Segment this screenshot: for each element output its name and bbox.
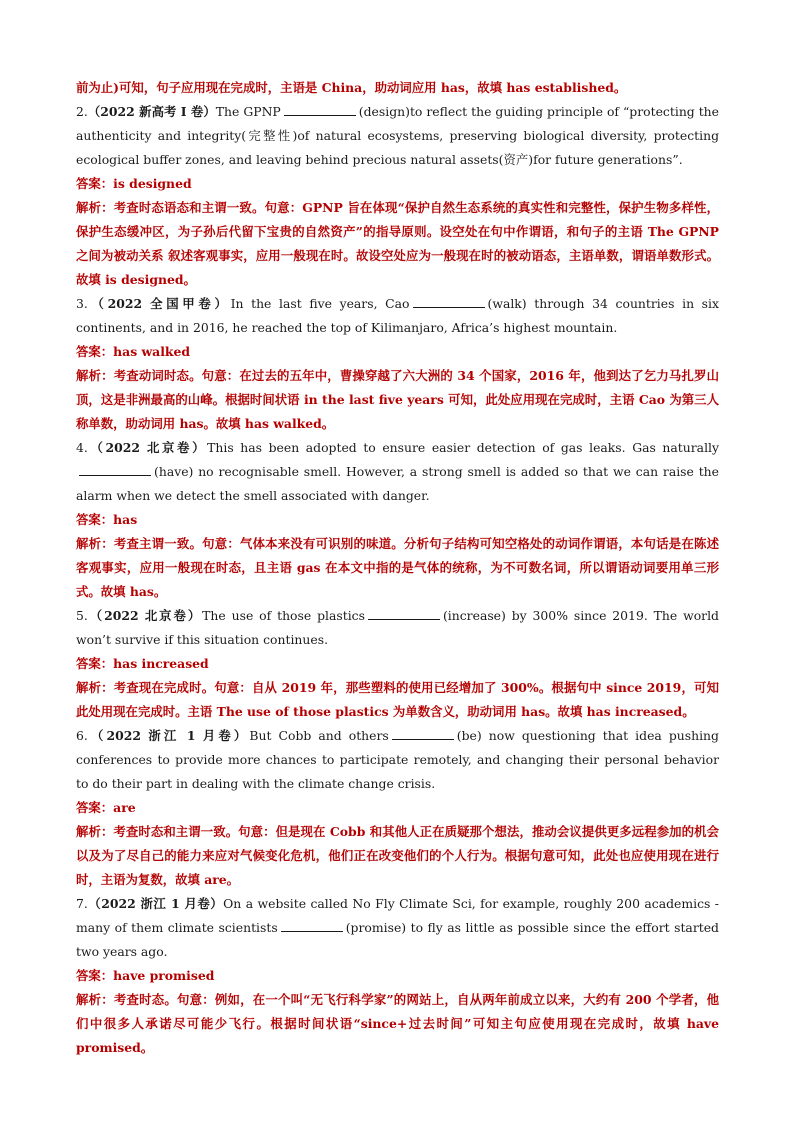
explanation-text: 解析：考查主谓一致。句意：气体本来没有可识别的味道。分析句子结构可知空格处的动词作谓语，本句话是在陈述客观事实，应用一般现在时态，且主语 gas 在本文中指的是气体的统称，为不可数名词，所以谓语动词要用单三形式。故填 has。 [76,536,719,599]
question-text [76,724,719,796]
answer-blank [413,293,485,308]
question-text-before: The use of those plastics [202,608,365,623]
question-text [76,100,719,172]
question-text-after: (promise) to fly as little as possible since the effort started two years ago. [76,920,719,959]
question-text-after: (walk) through 34 countries in six continents, and in 2016, he reached the top of Kilimanjaro, Africa’s highest mountain. [76,296,719,335]
question-block [76,604,719,724]
answer-blank [79,461,151,476]
explanation-text: 解析：考查时态。句意：例如，在一个叫“无飞行科学家”的网站上，自从两年前成立以来，大约有 200 个学者，他们中很多人承诺尽可能少飞行。根据时间状语“since+过去时间”可知主句应使用现在完成时，故填 have promised。 [76,992,719,1055]
question-text [76,892,719,964]
explanation-text: 解析：考查时态和主谓一致。句意：但是现在 Cobb 和其他人正在质疑那个想法，推动会议提供更多远程参加的机会以及为了尽自己的能力来应对气候变化危机，他们正在改变他们的个人行为。根据句意可知，此处也应使用现在进行时，主语为复数，故填 are。 [76,824,719,887]
document-page [76,76,719,1060]
answer-line: 答案：have promised [76,968,215,983]
answer-line: 答案：has increased [76,656,209,671]
intro-explanation-tail: 前为止)可知，句子应用现在完成时，主语是 China，助动词应用 has，故填 has established。 [76,80,627,95]
question-source: （2022 全国甲卷） [87,296,231,311]
answer-blank [284,101,356,116]
answer-blank [368,605,440,620]
question-source: （2022 浙江 1 月卷） [87,896,224,911]
question-text-after: (have) no recognisable smell. However, a strong smell is added so that we can raise the alarm when we detect the smell associated with danger. [76,464,719,503]
question-block [76,892,719,1060]
question-number: 6. [76,728,88,743]
explanation-text: 解析：考查动词时态。句意：在过去的五年中，曹操穿越了六大洲的 34 个国家，2016 年，他到达了乞力马扎罗山顶，这是非洲最高的山峰。根据时间状语 in the last five years 可知，此处应用现在完成时，主语 Cao 为第三人称单数，助动词用 has。故填 has walked。 [76,368,719,431]
question-source: （2022 新高考 I 卷） [87,104,216,119]
answer-blank [281,917,343,932]
question-source: （2022 北京卷） [87,440,208,455]
explanation-text: 解析：考查现在完成时。句意：自从 2019 年，那些塑料的使用已经增加了 300%。根据句中 since 2019，可知此处用现在完成时。主语 The use of those plastics 为单数含义，助动词用 has。故填 has increased。 [76,680,719,719]
question-source: （2022 浙江 1 月卷） [87,728,250,743]
question-text [76,604,719,652]
question-text-before: This has been adopted to ensure easier detection of gas leaks. Gas naturally [207,440,719,455]
answer-line: 答案：has walked [76,344,191,359]
question-number: 7. [76,896,88,911]
question-number: 3. [76,296,88,311]
question-text-after: (design)to reflect the guiding principle of “protecting the authenticity and integrity(完整性)of natural ecosystems, preserving biological diversity, protecting ecological buffer zones, and leaving behind precious natural assets(资产)for future generations”. [76,104,719,167]
question-text-before: But Cobb and others [249,728,389,743]
question-number: 2. [76,104,88,119]
question-text-after: (be) now questioning that idea pushing conferences to provide more chances to participate remotely, and changing their personal behavior to do their part in dealing with the climate change crisis. [76,728,719,791]
question-source: （2022 北京卷） [87,608,203,623]
question-number: 4. [76,440,88,455]
question-text-after: (increase) by 300% since 2019. The world won’t survive if this situation continues. [76,608,719,647]
question-block [76,436,719,604]
question-text-before: On a website called No Fly Climate Sci, for example, roughly 200 academics - many of them climate scientists [76,896,719,935]
question-text [76,292,719,340]
question-block [76,724,719,892]
answer-line: 答案：is designed [76,176,192,191]
question-block [76,292,719,436]
question-number: 5. [76,608,88,623]
question-text-before: In the last five years, Cao [230,296,410,311]
answer-line: 答案：has [76,512,138,527]
answer-line: 答案：are [76,800,136,815]
question-text [76,436,719,508]
answer-blank [392,725,454,740]
explanation-text: 解析：考查时态语态和主谓一致。句意：GPNP 旨在体现“保护自然生态系统的真实性和完整性，保护生物多样性，保护生态缓冲区，为子孙后代留下宝贵的自然资产”的指导原则。设空处在句中作谓语，和句子的主语 The GPNP 之间为被动关系 叙述客观事实，应用一般现在时。故设空处应为一般现在时的被动语态，主语单数，谓语单数形式。故填 is designed。 [76,200,719,287]
question-block [76,100,719,292]
question-text-before: The GPNP [215,104,281,119]
